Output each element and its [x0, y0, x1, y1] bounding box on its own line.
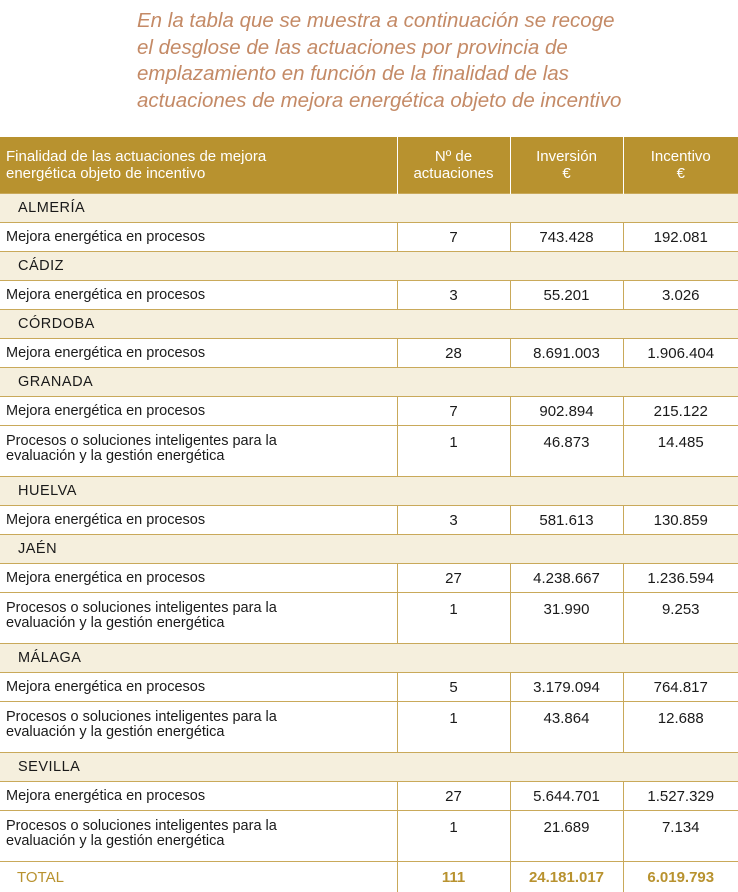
row-description-line: Mejora energética en procesos: [6, 679, 205, 695]
row-incentivo: 1.527.329: [623, 782, 738, 811]
province-name: MÁLAGA: [0, 644, 738, 673]
row-finalidad: [0, 811, 397, 862]
row-finalidad: [0, 339, 397, 368]
row-finalidad: [0, 782, 397, 811]
row-description-line: Procesos o soluciones inteligentes para la: [6, 600, 277, 616]
province-row: [0, 644, 738, 673]
row-description-line: Mejora energética en procesos: [6, 345, 205, 361]
province-row: [0, 477, 738, 506]
row-incentivo: 215.122: [623, 397, 738, 426]
row-finalidad: [0, 564, 397, 593]
table-header-row: [0, 137, 738, 194]
total-row: [0, 862, 738, 892]
row-n-actuaciones: 1: [397, 426, 510, 477]
row-finalidad: [0, 426, 397, 477]
row-n-actuaciones: 27: [397, 564, 510, 593]
row-finalidad: [0, 702, 397, 753]
row-finalidad: [0, 506, 397, 535]
row-incentivo: 1.236.594: [623, 564, 738, 593]
row-description-line: Procesos o soluciones inteligentes para la: [6, 709, 277, 725]
row-incentivo: 7.134: [623, 811, 738, 862]
row-incentivo: 14.485: [623, 426, 738, 477]
header-finalidad: Finalidad de las actuaciones de mejora energética objeto de incentivo: [0, 137, 397, 194]
table-row: [0, 397, 738, 426]
province-name: HUELVA: [0, 477, 738, 506]
table-row: [0, 782, 738, 811]
row-incentivo: 764.817: [623, 673, 738, 702]
actuaciones-table: [0, 137, 738, 892]
table-row: [0, 811, 738, 862]
row-inversion: 8.691.003: [510, 339, 623, 368]
row-description-line: Mejora energética en procesos: [6, 788, 205, 804]
row-finalidad: [0, 397, 397, 426]
row-n-actuaciones: 5: [397, 673, 510, 702]
row-n-actuaciones: 1: [397, 593, 510, 644]
row-finalidad: [0, 223, 397, 252]
row-description-line: evaluación y la gestión energética: [6, 448, 224, 464]
row-description-line: Procesos o soluciones inteligentes para la: [6, 433, 277, 449]
intro-paragraph: [137, 8, 727, 114]
header-inversion: Inversión €: [510, 137, 623, 194]
row-finalidad: [0, 593, 397, 644]
total-incentivo: 6.019.793: [623, 862, 738, 892]
province-row: [0, 535, 738, 564]
province-row: [0, 310, 738, 339]
table-row: [0, 593, 738, 644]
province-row: [0, 252, 738, 281]
province-row: [0, 368, 738, 397]
province-name: CÓRDOBA: [0, 310, 738, 339]
row-incentivo: 1.906.404: [623, 339, 738, 368]
row-incentivo: 3.026: [623, 281, 738, 310]
province-name: GRANADA: [0, 368, 738, 397]
header-n-actuaciones: Nº de actuaciones: [397, 137, 510, 194]
row-incentivo: 192.081: [623, 223, 738, 252]
row-inversion: 5.644.701: [510, 782, 623, 811]
header-incentivo: Incentivo €: [623, 137, 738, 194]
table-row: [0, 426, 738, 477]
row-inversion: 581.613: [510, 506, 623, 535]
intro-line: actuaciones de mejora energética objeto de incentivo: [137, 88, 727, 115]
province-name: ALMERÍA: [0, 194, 738, 223]
province-row: [0, 194, 738, 223]
row-inversion: 43.864: [510, 702, 623, 753]
row-n-actuaciones: 28: [397, 339, 510, 368]
row-description-line: Procesos o soluciones inteligentes para la: [6, 818, 277, 834]
row-description-line: Mejora energética en procesos: [6, 287, 205, 303]
row-finalidad: [0, 673, 397, 702]
total-label: TOTAL: [0, 862, 397, 892]
row-inversion: 4.238.667: [510, 564, 623, 593]
row-n-actuaciones: 1: [397, 811, 510, 862]
intro-line: el desglose de las actuaciones por provincia de: [137, 35, 727, 62]
row-finalidad: [0, 281, 397, 310]
row-description-line: Mejora energética en procesos: [6, 570, 205, 586]
row-n-actuaciones: 3: [397, 506, 510, 535]
intro-line: emplazamiento en función de la finalidad de las: [137, 61, 727, 88]
row-description-line: evaluación y la gestión energética: [6, 724, 224, 740]
province-row: [0, 753, 738, 782]
row-description-line: evaluación y la gestión energética: [6, 615, 224, 631]
total-n-actuaciones: 111: [397, 862, 510, 892]
row-n-actuaciones: 7: [397, 223, 510, 252]
row-inversion: 46.873: [510, 426, 623, 477]
row-inversion: 743.428: [510, 223, 623, 252]
row-description-line: Mejora energética en procesos: [6, 403, 205, 419]
total-inversion: 24.181.017: [510, 862, 623, 892]
table-row: [0, 281, 738, 310]
province-name: CÁDIZ: [0, 252, 738, 281]
row-inversion: 902.894: [510, 397, 623, 426]
table-body: [0, 194, 738, 892]
row-description-line: Mejora energética en procesos: [6, 512, 205, 528]
province-name: SEVILLA: [0, 753, 738, 782]
row-incentivo: 12.688: [623, 702, 738, 753]
row-inversion: 31.990: [510, 593, 623, 644]
row-n-actuaciones: 1: [397, 702, 510, 753]
table-row: [0, 339, 738, 368]
province-name: JAÉN: [0, 535, 738, 564]
row-n-actuaciones: 27: [397, 782, 510, 811]
row-n-actuaciones: 3: [397, 281, 510, 310]
table-row: [0, 506, 738, 535]
row-description-line: Mejora energética en procesos: [6, 229, 205, 245]
table-row: [0, 564, 738, 593]
row-incentivo: 9.253: [623, 593, 738, 644]
row-n-actuaciones: 7: [397, 397, 510, 426]
table-row: [0, 702, 738, 753]
table-row: [0, 223, 738, 252]
table-row: [0, 673, 738, 702]
row-inversion: 55.201: [510, 281, 623, 310]
row-incentivo: 130.859: [623, 506, 738, 535]
intro-line: En la tabla que se muestra a continuación se recoge: [137, 8, 727, 35]
row-inversion: 3.179.094: [510, 673, 623, 702]
row-description-line: evaluación y la gestión energética: [6, 833, 224, 849]
row-inversion: 21.689: [510, 811, 623, 862]
